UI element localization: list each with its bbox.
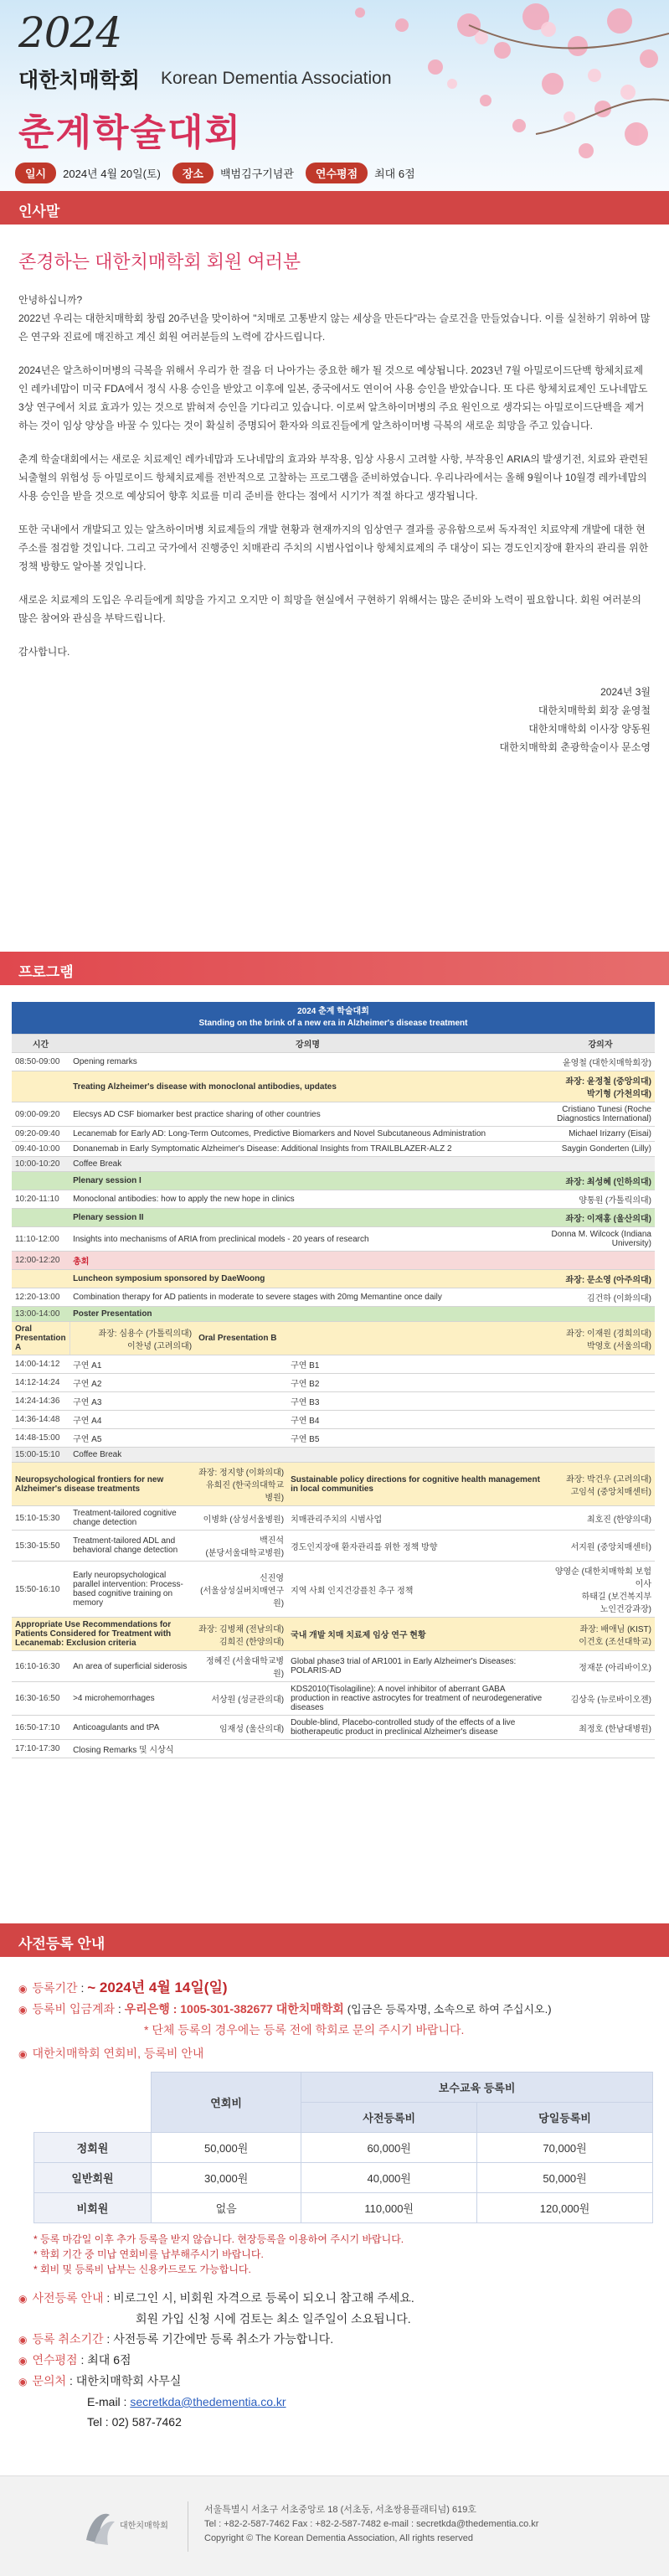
greeting-paragraph: 또한 국내에서 개발되고 있는 알츠하이머병 치료제들의 개발 현황과 현재까지의 임상연구 결과를 공유함으로써 독자적인 치료약제 개발에 대한 현주소를 점검할 것입니다. 그리고 국가에서 진행중인 치매관리 주치의 시범사업이나 항체치료제의 주 대상이 되는 경도인지장애 환자의 관리를 위한 정책 방향도 알아볼 것입니다. <box>18 524 649 572</box>
period-label: 등록기간 <box>32 1981 78 1995</box>
bullet-icon: ◉ <box>18 2355 28 2367</box>
parallel-row <box>12 1716 655 1740</box>
row-speaker: 양통원 (가톨릭의대) <box>546 1190 655 1209</box>
signature-block <box>18 683 651 756</box>
row-title: Luncheon symposium sponsored by DaeWoong <box>69 1270 546 1288</box>
program-row <box>12 1142 655 1157</box>
oral-b-slot: 구연 B1 <box>287 1355 655 1374</box>
bullet-icon: ◉ <box>18 2376 28 2388</box>
prereg-value: 비로그인 시, 비회원 자격으로 등록이 되오니 참고해 주세요. <box>113 2291 414 2305</box>
program-row <box>12 1307 655 1322</box>
row-time: 12:00-12:20 <box>12 1252 69 1270</box>
bullet-icon: ◉ <box>18 1983 28 1995</box>
row-speaker: 좌장: 이재홍 (울산의대) <box>546 1209 655 1227</box>
row-title: Opening remarks <box>69 1053 546 1071</box>
row-title: Closing Remarks 및 시상식 <box>69 1740 655 1758</box>
oral-a-chair: 좌장: 심용수 (가톨릭의대) 이찬녕 (고려의대) <box>69 1322 195 1355</box>
program-section-bar: 프로그램 <box>0 952 669 985</box>
program-row <box>12 1071 655 1102</box>
signature-date: 2024년 3월 <box>600 686 651 698</box>
oral-row <box>12 1392 655 1411</box>
greeting-paragraph: 감사합니다. <box>18 646 70 658</box>
row-title: Plenary session I <box>69 1172 546 1190</box>
right-lecture: 치매관리주치의 시범사업 <box>287 1506 546 1531</box>
row-speaker: Cristiano Tunesi (Roche Diagnostics International) <box>546 1102 655 1127</box>
oral-a-slot: 구연 A2 <box>69 1374 195 1392</box>
email-line <box>18 2393 651 2411</box>
group-note <box>18 2021 651 2039</box>
credit-label: 연수평점 <box>306 163 368 183</box>
bullet-icon: ◉ <box>18 2048 28 2060</box>
venue-value: 백범김구기념관 <box>219 167 294 180</box>
parallel-right-title: Sustainable policy directions for cognitive health management in local communities <box>287 1463 546 1506</box>
row-title: Plenary session II <box>69 1209 546 1227</box>
right-lecture: 지역 사회 인지건강플친 추구 정책 <box>287 1562 546 1618</box>
row-time: 16:30-16:50 <box>12 1682 69 1716</box>
cancel-label: 등록 취소기간 <box>32 2332 104 2346</box>
oral-a-slot: 구연 A4 <box>69 1411 195 1429</box>
date-label: 일시 <box>15 163 56 183</box>
right-lecture: Global phase3 trial of AR1001 in Early Alzheimer's Diseases: POLARIS-AD <box>287 1651 546 1682</box>
fee-note: * 회비 및 등록비 납부는 신용카드로도 가능합니다. <box>33 2264 251 2275</box>
fee-onsite: 120,000원 <box>477 2193 653 2223</box>
date-value: 2024년 4월 20일(토) <box>63 167 161 180</box>
fee-annual: 50,000원 <box>152 2133 301 2163</box>
oral-a-spacer <box>195 1374 287 1392</box>
left-speaker: 정혜진 (서울대학교병원) <box>195 1651 287 1682</box>
fee-annual: 없음 <box>152 2193 301 2223</box>
left-speaker: 이병화 (삼성서울병원) <box>195 1506 287 1531</box>
row-title: Lecanemab for Early AD: Long-Term Outcomes, Predictive Biomarkers and Novel Subcutaneous Administration <box>69 1127 546 1142</box>
row-time: 16:50-17:10 <box>12 1716 69 1740</box>
fee-notes <box>18 2232 651 2277</box>
oral-a-slot: 구연 A3 <box>69 1392 195 1411</box>
row-speaker <box>546 1157 655 1172</box>
oral-b-title: Oral Presentation B <box>195 1322 546 1355</box>
fee-member-type: 정회원 <box>34 2133 152 2163</box>
program-row <box>12 1127 655 1142</box>
parallel-row <box>12 1562 655 1618</box>
parallel-left-chair: 좌장: 정지향 (이화의대) 유희진 (한국의대학교병원) <box>195 1463 287 1506</box>
credit-value2: 최대 6점 <box>87 2353 131 2367</box>
greeting-section <box>0 225 669 952</box>
credit-line: ◉ 연수평점 : 최대 6점 <box>18 2353 131 2367</box>
parallel-right-chair: 좌장: 박건우 (고려의대) 고임석 (중앙치매센터) <box>546 1463 655 1506</box>
credit-label2: 연수평점 <box>32 2353 78 2367</box>
right-lecture: 경도인지장애 환자관리를 위한 정책 방향 <box>287 1531 546 1562</box>
logo-text: 대한치매학회 <box>120 2522 168 2531</box>
row-time: 15:30-15:50 <box>12 1531 69 1562</box>
fee-pre: 60,000원 <box>301 2133 477 2163</box>
row-title: Poster Presentation <box>69 1307 546 1322</box>
fee-onsite: 70,000원 <box>477 2133 653 2163</box>
program-row <box>12 1227 655 1252</box>
program-row <box>12 1172 655 1190</box>
right-speaker: 김상욱 (뉴로바이오젠) <box>546 1682 655 1716</box>
row-time: 09:20-09:40 <box>12 1127 69 1142</box>
row-time: 14:48-15:00 <box>12 1429 69 1448</box>
contact-value: 대한치매학회 사무실 <box>75 2374 182 2388</box>
contact-label: 문의처 <box>32 2374 67 2388</box>
greeting-heading: 존경하는 대한치매학회 회원 여러분 <box>18 251 301 272</box>
oral-b-slot: 구연 B4 <box>287 1411 655 1429</box>
prereg-value2: 회원 가입 신청 시에 검토는 최소 일주일이 소요됩니다. <box>136 2312 411 2326</box>
fee-row <box>34 2133 653 2163</box>
fee-heading: 대한치매학회 연회비, 등록비 안내 <box>32 2047 204 2060</box>
signer: 대한치매학회 춘광학술이사 문소영 <box>499 741 651 753</box>
account-note: (입금은 등록자명, 소속으로 하여 주십시오.) <box>347 2003 552 2016</box>
left-speaker: 신진영 (서울삼성실버치매연구원) <box>195 1562 287 1618</box>
fee-heading-line <box>18 2044 651 2063</box>
fee-member-type: 비회원 <box>34 2193 152 2223</box>
account-line: ◉ 등록비 입금계좌 : 우리은행 : 1005-301-382677 대한치매학회 (입금은 등록자명, 소속으로 하여 주십시오.) <box>18 2002 552 2016</box>
event-title: 춘계학술대회 <box>18 112 243 153</box>
oral-b-slot: 구연 B2 <box>287 1374 655 1392</box>
right-speaker: 최정호 (한남대병원) <box>546 1716 655 1740</box>
group-note-text: * 단체 등록의 경우에는 등록 전에 학회로 문의 주시기 바랍니다. <box>144 2023 465 2037</box>
credit-value: 최대 6점 <box>374 167 415 180</box>
parallel-left-title: Neuropsychological frontiers for new Alzheimer's disease treatments <box>12 1463 195 1506</box>
right-lecture: Double-blind, Placebo-controlled study of the effects of a live biotherapeutic product in preclinical Alzheimer's disease <box>287 1716 546 1740</box>
lecane-left-title: Appropriate Use Recommendations for Patients Considered for Treatment with Lecanemab: Exclusion criteria <box>12 1618 195 1651</box>
oral-b-chair: 좌장: 이재원 (경희의대) 박영호 (서울의대) <box>546 1322 655 1355</box>
row-time <box>12 1209 69 1227</box>
row-time: 14:36-14:48 <box>12 1411 69 1429</box>
oral-row <box>12 1429 655 1448</box>
program-row <box>12 1190 655 1209</box>
row-time: 10:00-10:20 <box>12 1157 69 1172</box>
row-time: 16:10-16:30 <box>12 1651 69 1682</box>
program-section <box>0 985 669 1923</box>
right-speaker: 정재문 (아리바이오) <box>546 1651 655 1682</box>
row-title: Monoclonal antibodies: how to apply the new hope in clinics <box>69 1190 546 1209</box>
row-speaker: 좌장: 윤정철 (중앙의대) 박기형 (가천의대) <box>546 1071 655 1102</box>
oral-a-spacer <box>195 1392 287 1411</box>
row-time: 09:40-10:00 <box>12 1142 69 1157</box>
col-time: 시간 <box>12 1035 69 1053</box>
row-title: Coffee Break <box>69 1448 655 1463</box>
logo-icon <box>80 2506 172 2548</box>
program-row <box>12 1270 655 1288</box>
fee-note: * 학회 기간 중 미납 연회비를 납부해주시기 바랍니다. <box>33 2248 264 2260</box>
right-speaker: 최호진 (한양의대) <box>546 1506 655 1531</box>
fee-annual: 30,000원 <box>152 2163 301 2193</box>
left-lecture: Early neuropsychological parallel intervention: Process-based cognitive training on memory <box>69 1562 195 1618</box>
oral-a-slot: 구연 A5 <box>69 1429 195 1448</box>
row-title: Elecsys AD CSF biomarker best practice sharing of other countries <box>69 1102 546 1127</box>
row-time: 14:12-14:24 <box>12 1374 69 1392</box>
row-title: Coffee Break <box>69 1157 546 1172</box>
oral-a-slot: 구연 A1 <box>69 1355 195 1374</box>
greeting-paragraph: 2024년은 알츠하이머병의 극복을 위해서 우리가 한 걸음 더 나아가는 중요한 해가 될 것으로 예상됩니다. 2023년 7월 아밀로이드단백 항체치료제인 레카네맙이 미국 FDA에서 정식 사용 승인을 받았고 이후에 일본, 중국에서도 연이어 사용 승인을 받았습니다. 또 다른 항체치료제인 도나네맙도 3상 연구에서 치료 효과가 있는 것으로 밝혀져 승인을 기다리고 있습니다. 이로써 알츠하이머병의 주요 원인으로 생각되는 아밀로이드단백을 제거하는 것이 임상 양상을 바꿀 수 있다는 것이 확실히 증명되어 환자와 의료진들에게 알츠하이머병 극복의 새로운 희망을 주고 있습니다. <box>18 364 648 431</box>
row-speaker: 좌장: 최성혜 (인하의대) <box>546 1172 655 1190</box>
signer: 대한치매학회 회장 윤영철 <box>538 705 651 716</box>
oral-b-slot: 구연 B3 <box>287 1392 655 1411</box>
org-name-ko: 대한치매학회 <box>18 69 140 92</box>
event-info-bar <box>15 163 653 183</box>
footer-info <box>204 2503 538 2546</box>
greeting-paragraph: 춘계 학술대회에서는 새로운 치료제인 레카네맙과 도나네맙의 효과와 부작용, 임상 사용시 고려할 사항, 부작용인 ARIA의 발생기전, 치료와 관련된 뇌출혈의 위험성 등 아밀로이드 항체치료제를 전반적으로 고찰하는 프로그램을 준비하였습니다. 우리나라에서는 올해 9월이나 10월경 레카네맙의 사용 승인을 받을 것으로 예상되어 향후 치료를 미리 준비를 한다는 점에서 시기가 적절 하다고 생각됩니다. <box>18 453 649 502</box>
right-speaker: 서지원 (중앙치매센터) <box>546 1531 655 1562</box>
fee-col-annual: 연회비 <box>152 2073 301 2133</box>
fee-row <box>34 2193 653 2223</box>
row-speaker <box>546 1252 655 1270</box>
program-title: 2024 춘계 학술대회 <box>297 1007 369 1016</box>
tel-line: Tel : 02) 587-7462 <box>87 2415 182 2429</box>
row-time: 13:00-14:00 <box>12 1307 69 1322</box>
org-logo <box>80 2506 172 2548</box>
fee-pre: 110,000원 <box>301 2193 477 2223</box>
account-value: 우리은행 : 1005-301-382677 대한치매학회 <box>124 2002 344 2016</box>
row-time: 14:00-14:12 <box>12 1355 69 1374</box>
left-speaker: 백진석 (분당서울대학교병원) <box>195 1531 287 1562</box>
row-speaker: Donna M. Wilcock (Indiana University) <box>546 1227 655 1252</box>
row-speaker <box>546 1307 655 1322</box>
row-time: 09:00-09:20 <box>12 1102 69 1127</box>
org-name-en: Korean Dementia Association <box>161 69 392 88</box>
left-speaker: 서상원 (성균관의대) <box>195 1682 287 1716</box>
parallel-row <box>12 1651 655 1682</box>
program-row <box>12 1157 655 1172</box>
signer: 대한치매학회 이사장 양동원 <box>528 723 651 735</box>
row-time: 15:00-15:10 <box>12 1448 69 1463</box>
footer <box>0 2475 669 2576</box>
email-link[interactable]: secretkda@thedementia.co.kr <box>130 2395 286 2408</box>
fee-onsite: 50,000원 <box>477 2163 653 2193</box>
closing-row <box>12 1740 655 1758</box>
row-time: 15:10-15:30 <box>12 1506 69 1531</box>
lecane-header-row <box>12 1618 655 1651</box>
fee-row <box>34 2163 653 2193</box>
right-lecture: KDS2010(Tisolagiline): A novel inhibitor of aberrant GABA production in reactive astrocytes for treatment of neurodegenerative diseases <box>287 1682 546 1716</box>
row-time <box>12 1270 69 1288</box>
program-row <box>12 1288 655 1307</box>
email-label: E-mail : <box>87 2395 127 2408</box>
fee-col-reg: 보수교육 등록비 <box>301 2073 653 2103</box>
row-time: 10:20-11:10 <box>12 1190 69 1209</box>
header-banner <box>0 0 669 191</box>
row-title: Donanemab in Early Symptomatic Alzheimer's Disease: Additional Insights from TRAILBLAZER-ALZ 2 <box>69 1142 546 1157</box>
parallel-row <box>12 1682 655 1716</box>
period-value: ~ 2024년 4월 14일(일) <box>87 1980 228 1995</box>
fee-corner <box>34 2073 152 2133</box>
parallel-header-row <box>12 1463 655 1506</box>
row-time <box>12 1172 69 1190</box>
row-title: 총회 <box>69 1252 546 1270</box>
left-lecture: >4 microhemorrhages <box>69 1682 195 1716</box>
fee-col-pre: 사전등록비 <box>301 2103 477 2133</box>
cancel-value: 사전등록 기간에만 등록 취소가 가능합니다. <box>113 2332 334 2346</box>
fee-header-row <box>34 2073 653 2103</box>
program-row <box>12 1209 655 1227</box>
program-row <box>12 1252 655 1270</box>
cancel-line: ◉ 등록 취소기간 : 사전등록 기간에만 등록 취소가 가능합니다. <box>18 2332 334 2346</box>
event-year: 2024 <box>18 8 122 57</box>
oral-row <box>12 1411 655 1429</box>
registration-section-bar: 사전등록 안내 <box>0 1923 669 1957</box>
row-time: 15:50-16:10 <box>12 1562 69 1618</box>
left-lecture: Treatment-tailored cognitive change detection <box>69 1506 195 1531</box>
greeting-paragraph: 새로운 치료제의 도입은 우리들에게 희망을 가지고 오지만 이 희망을 현실에서 구현하기 위해서는 많은 준비와 노력이 필요합니다. 회원 여러분의 많은 참여와 관심을 부탁드립니다. <box>18 594 641 624</box>
parallel-row <box>12 1531 655 1562</box>
row-time: 14:24-14:36 <box>12 1392 69 1411</box>
left-lecture: Treatment-tailored ADL and behavioral change detection <box>69 1531 195 1562</box>
col-lecture: 강의명 <box>69 1035 546 1053</box>
left-speaker: 임재성 (울산의대) <box>195 1716 287 1740</box>
oral-row <box>12 1355 655 1374</box>
oral-a-spacer <box>195 1411 287 1429</box>
bullet-icon: ◉ <box>18 2293 28 2305</box>
row-time: 11:10-12:00 <box>12 1227 69 1252</box>
footer-contact: Tel : +82-2-587-7462 Fax : +82-2-587-7482 e-mail : secretkda@thedementia.co.kr <box>204 2519 539 2529</box>
row-speaker: Saygin Gonderten (Lilly) <box>546 1142 655 1157</box>
left-lecture: Anticoagulants and tPA <box>69 1716 195 1740</box>
parallel-row <box>12 1506 655 1531</box>
row-time: 12:20-13:00 <box>12 1288 69 1307</box>
row-speaker: Michael Irizarry (Eisai) <box>546 1127 655 1142</box>
row-time: 17:10-17:30 <box>12 1740 69 1758</box>
coffee-break-row <box>12 1448 655 1463</box>
greeting-paragraph: 안녕하십니까? 2022년 우리는 대한치매학회 창립 20주년을 맞이하여 "치매로 고통받지 않는 세상을 만든다"라는 슬로건을 만들었습니다. 이를 실천하기 위하여 많은 연구와 진료에 매진하고 계신 회원 여러분들의 노력에 감사드립니다. <box>18 294 651 343</box>
prereg-label: 사전등록 안내 <box>32 2291 104 2305</box>
fee-col-onsite: 당일등록비 <box>477 2103 653 2133</box>
contact-line: ◉ 문의처 : 대한치매학회 사무실 <box>18 2374 182 2388</box>
registration-section <box>0 1957 669 2450</box>
account-label: 등록비 입금계좌 <box>32 2002 116 2016</box>
row-time <box>12 1071 69 1102</box>
col-speaker: 강의자 <box>546 1035 655 1053</box>
row-speaker: 윤영철 (대한치매학회장) <box>546 1053 655 1071</box>
oral-row <box>12 1374 655 1392</box>
venue-label: 장소 <box>172 163 214 183</box>
oral-b-slot: 구연 B5 <box>287 1429 655 1448</box>
fee-note: * 등록 마감일 이후 추가 등록을 받지 않습니다. 현장등록을 이용하여 주시기 바랍니다. <box>33 2233 404 2245</box>
row-speaker: 김건하 (이화의대) <box>546 1288 655 1307</box>
right-speaker: 양영순 (대한치매학회 보험이사 하태길 (보건복지부 노인건강과장) <box>546 1562 655 1618</box>
fee-pre: 40,000원 <box>301 2163 477 2193</box>
row-speaker: 좌장: 문소영 (아주의대) <box>546 1270 655 1288</box>
row-title: Insights into mechanisms of ARIA from preclinical models - 20 years of research <box>69 1227 546 1252</box>
left-lecture: An area of superficial siderosis <box>69 1651 195 1682</box>
footer-address: 서울특별시 서초구 서초중앙로 18 (서초동, 서초쌍용플래티넘) 619호 <box>204 2505 476 2515</box>
oral-header-row <box>12 1322 655 1355</box>
program-row <box>12 1102 655 1127</box>
footer-copyright: Copyright © The Korean Dementia Association, All rights reserved <box>204 2533 473 2543</box>
program-row <box>12 1053 655 1071</box>
bullet-icon: ◉ <box>18 2334 28 2346</box>
oral-a-spacer <box>195 1429 287 1448</box>
period-line: ◉ 등록기간 : ~ 2024년 4월 14일(일) <box>18 1980 228 1995</box>
program-table <box>12 1002 655 1758</box>
lecane-left-chair: 좌장: 김병채 (전남의대) 김희진 (한양의대) <box>195 1618 287 1651</box>
program-table-title <box>12 1002 655 1035</box>
oral-a-spacer <box>195 1355 287 1374</box>
fee-table <box>33 2072 653 2223</box>
row-title: Treating Alzheimer's disease with monoclonal antibodies, updates <box>69 1071 546 1102</box>
lecane-right-title: 국내 개발 치매 치료제 임상 연구 현황 <box>287 1618 546 1651</box>
oral-a-title: Oral Presentation A <box>12 1322 69 1355</box>
fee-member-type: 일반회원 <box>34 2163 152 2193</box>
lecane-right-chair: 좌장: 배애님 (KIST) 이건호 (조선대학교) <box>546 1618 655 1651</box>
program-table-header <box>12 1035 655 1053</box>
greeting-section-bar: 인사말 <box>0 191 669 225</box>
row-time: 08:50-09:00 <box>12 1053 69 1071</box>
prereg-line: ◉ 사전등록 안내 : 비로그인 시, 비회원 자격으로 등록이 되오니 참고해 주세요. <box>18 2291 414 2305</box>
bullet-icon: ◉ <box>18 2004 28 2016</box>
program-subtitle: Standing on the brink of a new era in Alzheimer's disease treatment <box>198 1019 468 1028</box>
row-title: Combination therapy for AD patients in moderate to severe stages with 20mg Memantine once daily <box>69 1288 546 1307</box>
